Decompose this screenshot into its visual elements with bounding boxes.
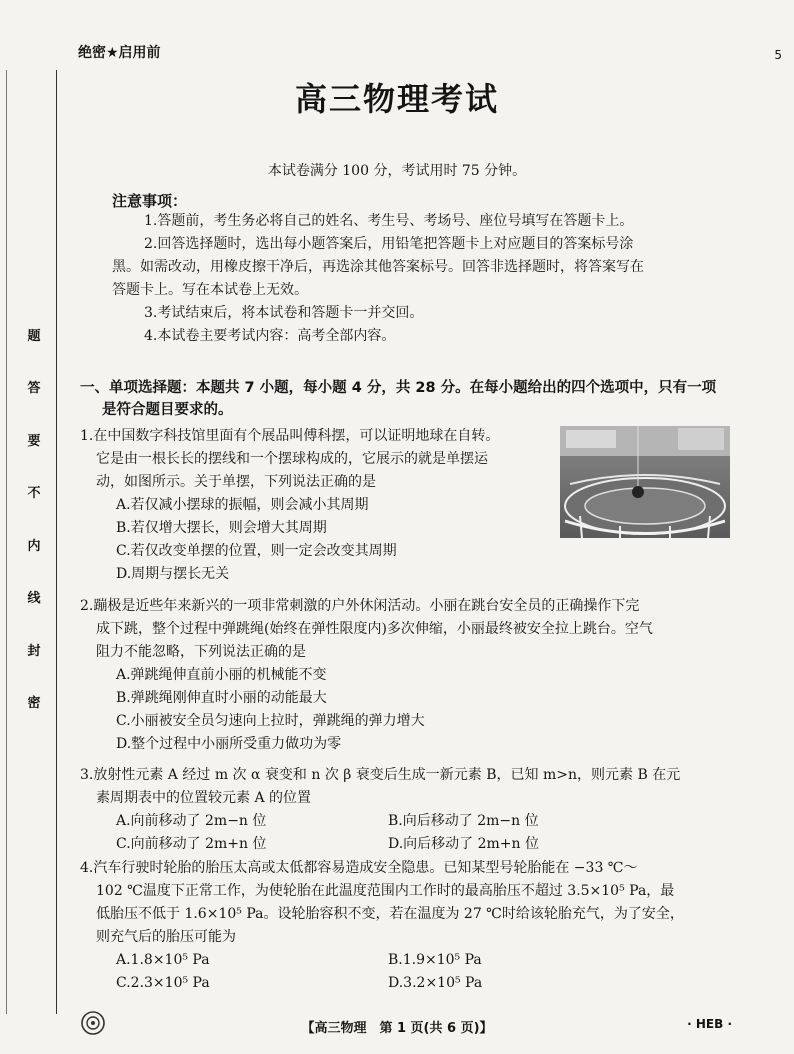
option: A.弹跳绳伸直前小丽的机械能不变 [116,667,327,683]
option: C.小丽被安全员匀速向上拉时，弹跳绳的弹力增大 [116,713,425,729]
option: C.2.3×10⁵ Pa [116,975,210,991]
footer-code: · HEB · [687,1017,732,1031]
page-footer: 【高三物理 第 1 页(共 6 页)】 [301,1021,493,1036]
margin-char: 答 [27,381,41,397]
question-line: 低胎压不低于 1.6×10⁵ Pa。设轮胎容积不变，若在温度为 27 ℃时给该轮胎充气，为了安全， [96,906,684,922]
question-line: 4.汽车行驶时轮胎的胎压太高或太低都容易造成安全隐患。已知某型号轮胎能在 −33 ℃～ [80,860,638,876]
section-heading-line: 是符合题目要求的。 [102,402,233,418]
margin-char: 不 [27,486,41,502]
notice-line: 1.答题前，考生务必将自己的姓名、考生号、考场号、座位号填写在答题卡上。 [144,213,634,229]
margin-char: 内 [27,538,41,554]
question-line: 成下跳，整个过程中弹跳绳(始终在弹性限度内)多次伸缩，小丽最终被安全拉上跳台。空气 [96,621,653,637]
section-heading-line: 一、单项选择题：本题共 7 小题，每小题 4 分，共 28 分。在每小题给出的四个选项中，只有一项 [80,380,717,396]
option: B.若仅增大摆长，则会增大其周期 [116,520,327,536]
question-line: 1.在中国数字科技馆里面有个展品叫傅科摆，可以证明地球在自转。 [80,428,500,444]
margin-char: 题 [27,329,41,344]
option: A.若仅减小摆球的振幅，则会减小其周期 [116,497,369,513]
question-4 [80,857,740,995]
question-line: 2.蹦极是近些年来新兴的一项非常刺激的户外休闲活动。小丽在跳台安全员的正确操作下完 [80,598,640,614]
option-row [80,810,740,833]
section-heading [80,377,720,421]
margin-char: 要 [27,433,41,449]
question-line: 它是由一根长长的摆线和一个摆球构成的，它展示的就是单摆运 [96,451,488,467]
binding-edge-line [6,70,7,1014]
notice-heading: 注意事项： [112,192,188,210]
exam-info: 本试卷满分 100 分，考试用时 75 分钟。 [267,163,527,179]
question-line: 阻力不能忽略，下列说法正确的是 [96,644,306,660]
question-line: 3.放射性元素 A 经过 m 次 α 衰变和 n 次 β 衰变后生成一新元素 B，已知 m>n，则元素 B 在元 [80,767,681,783]
margin-char: 封 [27,643,41,659]
option: D.周期与摆长无关 [116,566,230,582]
option: D.3.2×10⁵ Pa [388,975,483,991]
question-line: 102 ℃温度下正常工作，为使轮胎在此温度范围内工作时的最高胎压不超过 3.5×10⁵ Pa，最 [96,883,675,899]
secret-label: 绝密★启用前 [78,45,161,61]
seal-line [56,70,57,1014]
notice-list [112,210,704,348]
option: B.1.9×10⁵ Pa [388,952,482,968]
notice-line: 3.考试结束后，将本试卷和答题卡一并交回。 [144,305,424,321]
question-line: 则充气后的胎压可能为 [96,929,236,945]
question-line: 动，如图所示。关于单摆，下列说法正确的是 [96,474,376,490]
option-row [80,972,740,995]
option: B.向后移动了 2m−n 位 [388,813,539,829]
option: A.向前移动了 2m−n 位 [116,813,267,829]
question-line: 素周期表中的位置较元素 A 的位置 [96,790,312,806]
option: C.若仅改变单摆的位置，则一定会改变其周期 [116,543,397,559]
option: B.弹跳绳刚伸直时小丽的动能最大 [116,690,327,706]
option: C.向前移动了 2m+n 位 [116,836,267,852]
notice-line: 答题卡上。写在本试卷上无效。 [112,282,308,298]
seal-line-text [26,330,42,710]
page-number: 5 [774,48,782,62]
option: A.1.8×10⁵ Pa [116,952,210,968]
notice-line: 4.本试卷主要考试内容：高考全部内容。 [144,328,396,344]
question-2 [80,595,740,756]
margin-char: 线 [27,591,41,607]
foucault-pendulum-photo [560,426,730,538]
notice-line: 2.回答选择题时，选出每小题答案后，用铅笔把答题卡上对应题目的答案标号涂 [144,236,634,252]
option-row [80,949,740,972]
option: D.向后移动了 2m+n 位 [388,836,540,852]
page-title: 高三物理考试 [294,80,499,118]
notice-line: 黑。如需改动，用橡皮擦干净后，再选涂其他答案标号。回答非选择题时，将答案写在 [112,259,644,275]
option-row [80,833,740,856]
margin-char: 密 [27,695,41,711]
question-3 [80,764,740,856]
option: D.整个过程中小丽所受重力做功为零 [116,736,342,752]
